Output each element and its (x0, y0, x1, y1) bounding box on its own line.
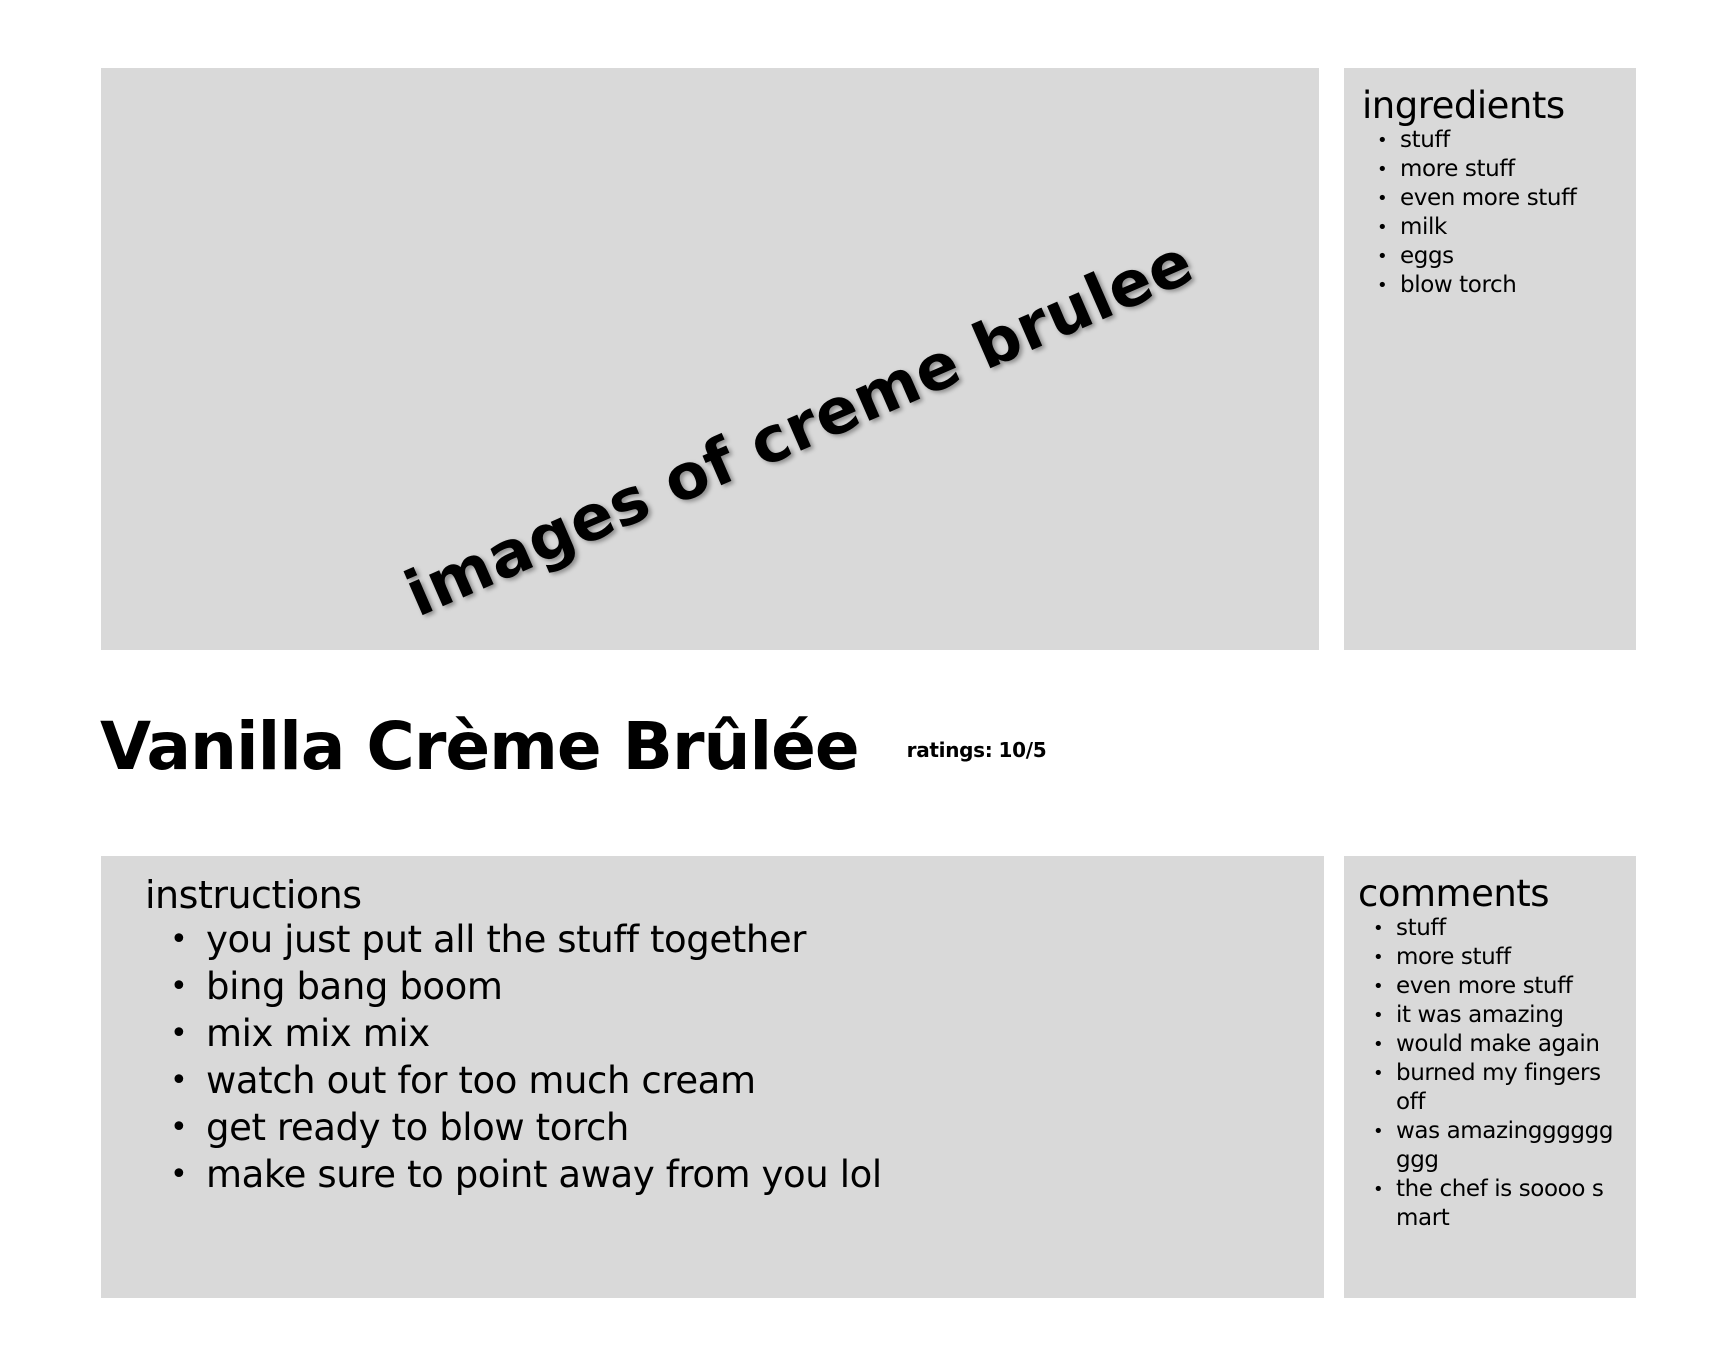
ingredient-item: • eggs (1400, 242, 1636, 271)
comment-item: • it was amazing (1396, 1001, 1616, 1030)
instruction-step: • you just put all the stuff together (206, 916, 1324, 963)
instructions-panel (101, 856, 1324, 1298)
recipe-header (100, 702, 1046, 792)
instruction-step: • bing bang boom (206, 963, 1324, 1010)
comment-item: • was amazinggggggggg (1396, 1117, 1616, 1175)
comment-item: • stuff (1396, 914, 1616, 943)
comment-item: • burned my fingers off (1396, 1059, 1616, 1117)
comment-item: • would make again (1396, 1030, 1616, 1059)
page-title: Vanilla Crème Brûlée (100, 708, 859, 785)
instructions-title: instructions (145, 873, 362, 917)
instruction-step: • watch out for too much cream (206, 1057, 1324, 1104)
rating-label: ratings: (906, 738, 993, 762)
ingredients-title: ingredients (1362, 84, 1565, 127)
instruction-step: • mix mix mix (206, 1010, 1324, 1057)
ingredient-item: • milk (1400, 213, 1636, 242)
ingredient-item: • stuff (1400, 126, 1636, 155)
comments-list (1358, 914, 1636, 1233)
comment-item: • even more stuff (1396, 972, 1616, 1001)
comment-item: • the chef is soooo smart (1396, 1175, 1616, 1233)
rating-display (907, 738, 1047, 762)
ingredients-list (1362, 126, 1636, 300)
instructions-list (145, 916, 1324, 1198)
image-placeholder-text: images of creme brulee (394, 225, 1204, 631)
ingredients-panel (1344, 68, 1636, 650)
recipe-image-placeholder (101, 68, 1319, 650)
ingredient-item: • even more stuff (1400, 184, 1636, 213)
ingredient-item: • more stuff (1400, 155, 1636, 184)
instruction-step: • make sure to point away from you lol (206, 1151, 1324, 1198)
rating-value: 10/5 (998, 738, 1047, 762)
comments-panel (1344, 856, 1636, 1298)
ingredient-item: • blow torch (1400, 271, 1636, 300)
comment-item: • more stuff (1396, 943, 1616, 972)
comments-title: comments (1358, 872, 1550, 915)
instruction-step: • get ready to blow torch (206, 1104, 1324, 1151)
